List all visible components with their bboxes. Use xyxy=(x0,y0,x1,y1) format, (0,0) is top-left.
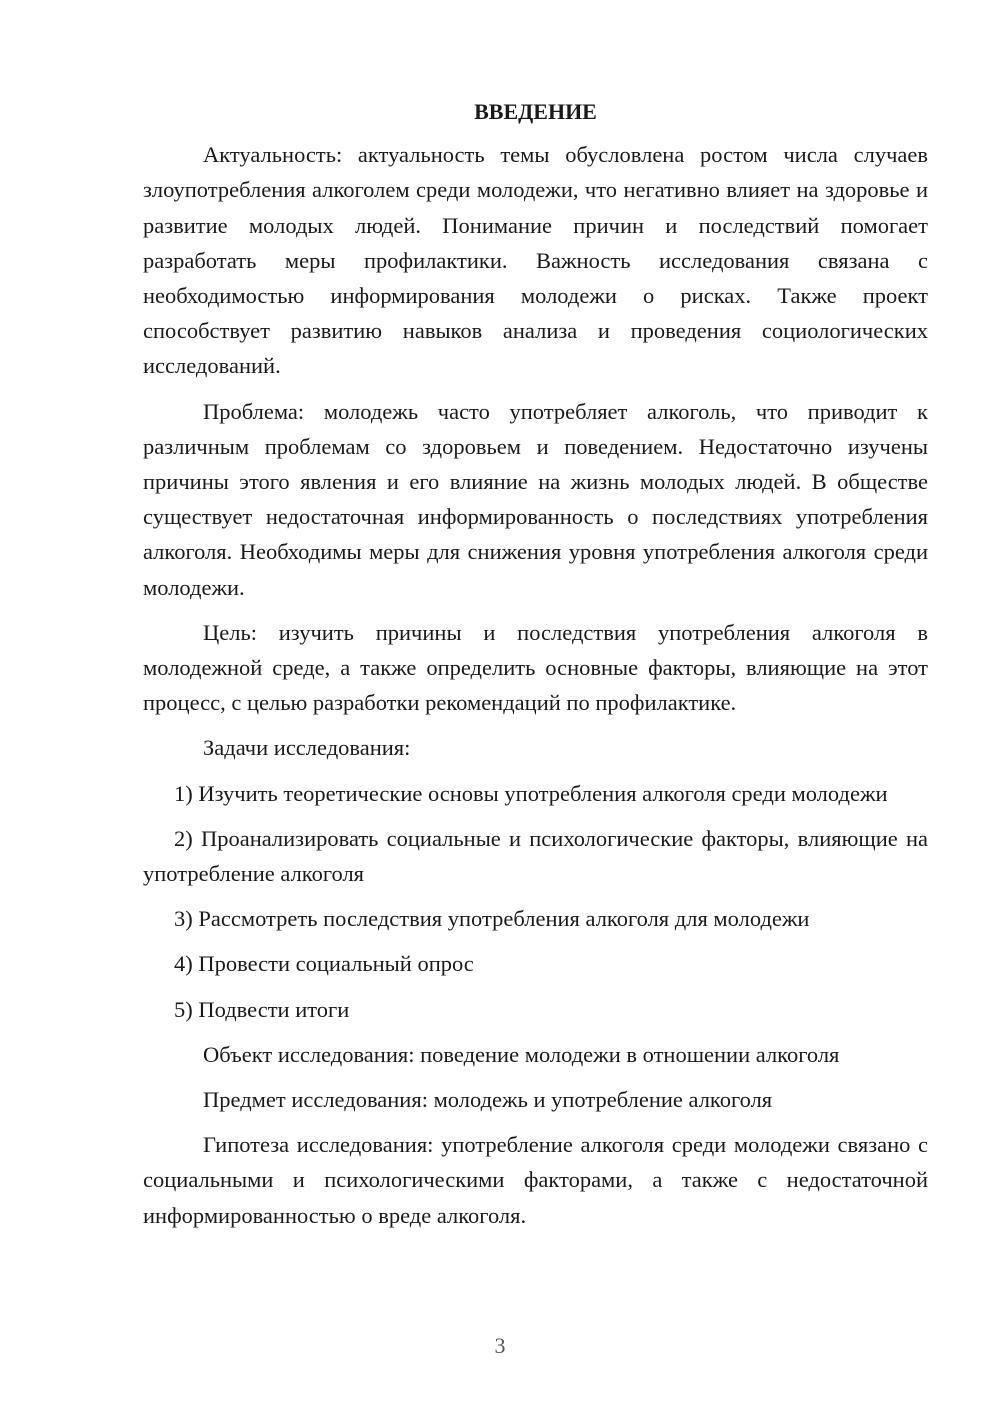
list-item: 3) Рассмотреть последствия употребления алкоголя для молодежи xyxy=(174,906,810,932)
problem-paragraph: Проблема: молодежь часто употребляет алкоголь, что приводит к различным проблемам со здоровьем и поведением. Недостаточно изучены причины этого явления и его влияние на жизнь молодых людей. В обществе существует недостаточная информированность о последствиях употребления алкоголя. Необходимы меры для снижения уровня употребления алкоголя среди молодежи. xyxy=(143,398,928,600)
list-item: 1) Изучить теоретические основы употребления алкоголя среди молодежи xyxy=(174,780,888,806)
relevance-paragraph: Актуальность: актуальность темы обусловлена ростом числа случаев злоупотребления алкоголем среди молодежи, что негативно влияет на здоровье и развитие молодых людей. Понимание причин и последствий помогает разработать меры профилактики. Важность исследования связана с необходимостью информирования молодежи о рисках. Также проект способствует развитию навыков анализа и проведения социологических исследований. xyxy=(143,142,928,379)
goal-paragraph: Цель: изучить причины и последствия употребления алкоголя в молодежной среде, а также определить основные факторы, влияющие на этот процесс, с целью разработки рекомендаций по профилактике. xyxy=(143,619,928,716)
document-page xyxy=(143,94,928,1243)
list-item: 2) Проанализировать социальные и психологические факторы, влияющие на употребление алкоголя xyxy=(143,825,928,887)
section-heading: ВВЕДЕНИЕ xyxy=(474,99,597,124)
tasks-title: Задачи исследования: xyxy=(203,735,411,761)
tasks-list xyxy=(143,776,928,1027)
research-hypothesis: Гипотеза исследования: употребление алкоголя среди молодежи связано с социальными и психологическими факторами, а также с недостаточной информированностью о вреде алкоголя. xyxy=(143,1132,928,1228)
list-item: 5) Подвести итоги xyxy=(174,996,350,1022)
list-item: 4) Провести социальный опрос xyxy=(174,951,474,977)
research-subject: Предмет исследования: молодежь и употребление алкоголя xyxy=(203,1087,773,1113)
page-number: 3 xyxy=(494,1333,506,1358)
research-object: Объект исследования: поведение молодежи в отношении алкоголя xyxy=(203,1041,840,1067)
